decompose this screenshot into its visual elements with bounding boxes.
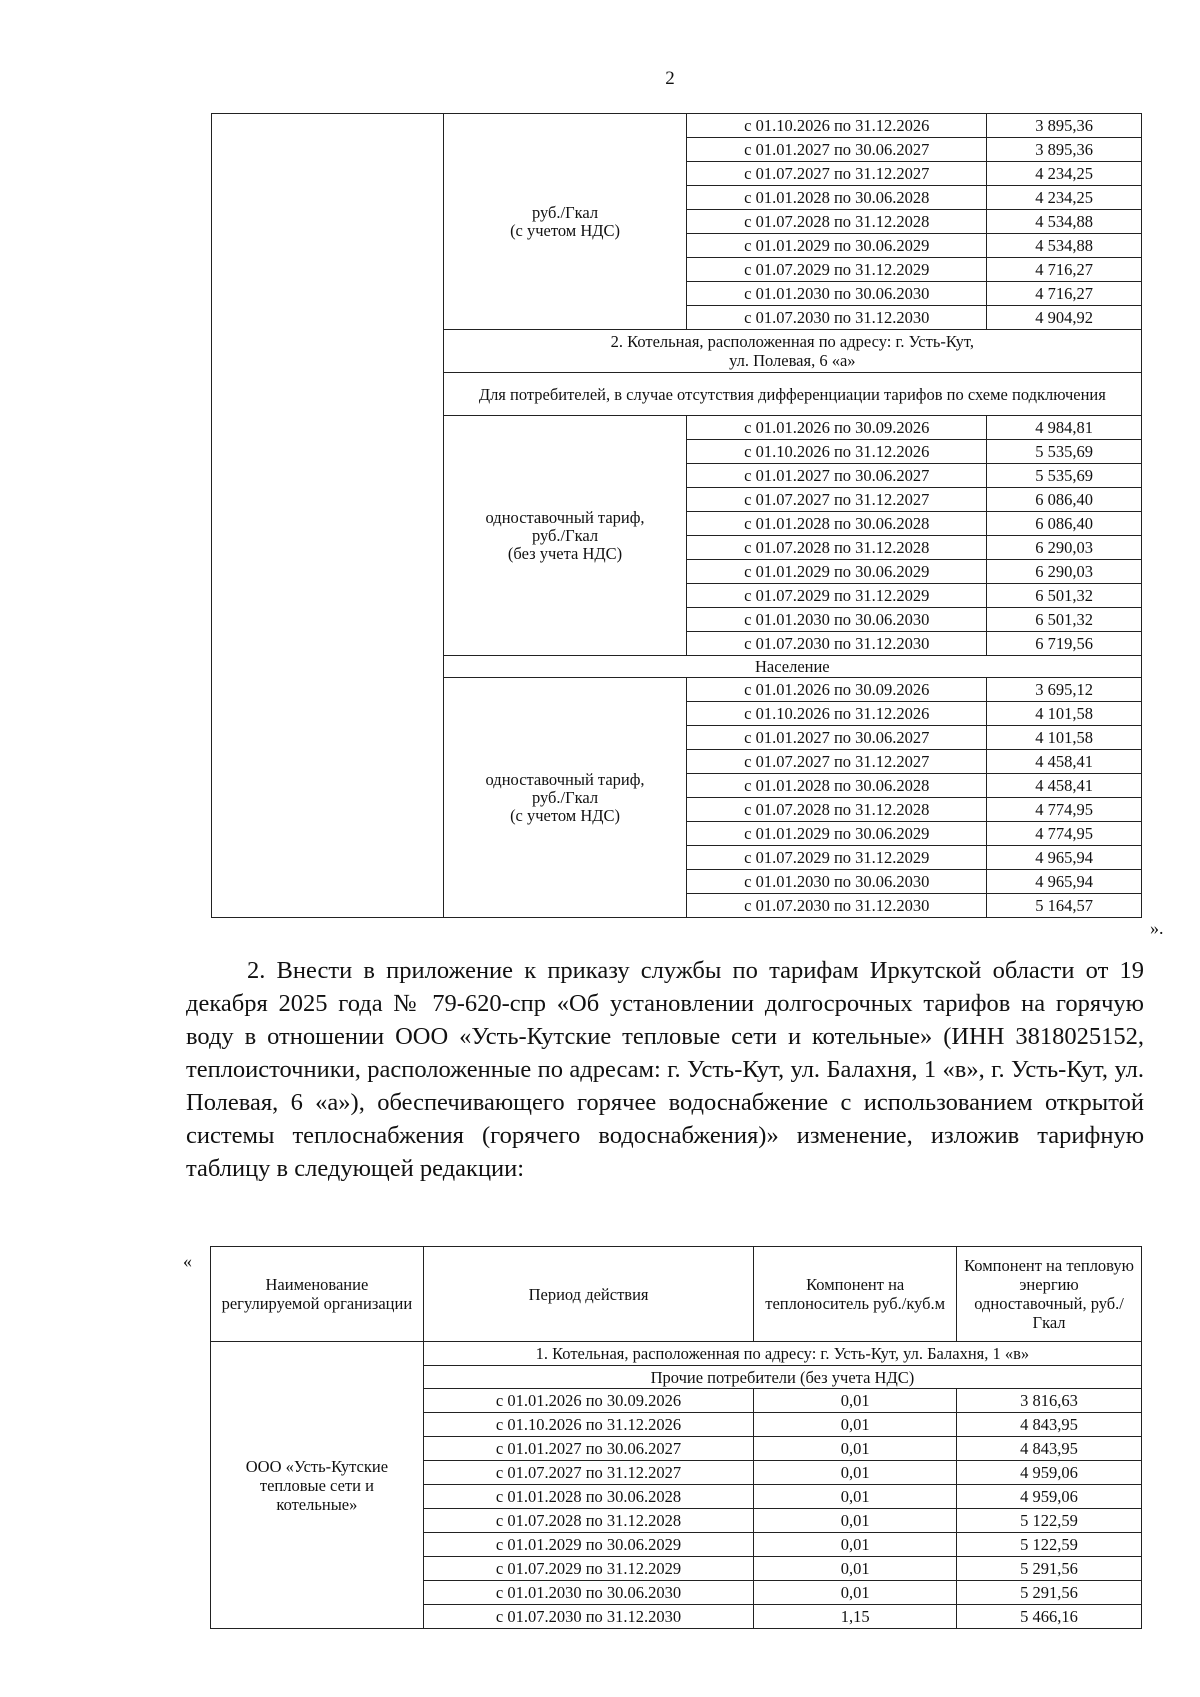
tariff-value-cell: 4 458,41	[987, 750, 1142, 774]
period-cell: с 01.10.2026 по 31.12.2026	[687, 114, 987, 138]
tariff-value-cell: 3 895,36	[987, 114, 1142, 138]
coolant-component-cell: 0,01	[754, 1461, 957, 1485]
period-cell: с 01.01.2029 по 30.06.2029	[687, 822, 987, 846]
tariff-value-cell: 4 458,41	[987, 774, 1142, 798]
energy-component-cell: 5 291,56	[957, 1557, 1142, 1581]
tariff-value-cell: 6 290,03	[987, 536, 1142, 560]
period-cell: с 01.07.2030 по 31.12.2030	[687, 306, 987, 330]
column-header: Наименование регулируемой организации	[211, 1247, 424, 1342]
closing-quote: ».	[1150, 918, 1164, 938]
energy-component-cell: 5 291,56	[957, 1581, 1142, 1605]
tariff-value-cell: 4 101,58	[987, 702, 1142, 726]
energy-component-cell: 4 959,06	[957, 1485, 1142, 1509]
tariff-value-cell: 6 719,56	[987, 632, 1142, 656]
hot-water-tariff-table	[210, 1246, 1142, 1629]
opening-quote: «	[183, 1251, 192, 1271]
table-row	[212, 114, 1142, 138]
period-cell: с 01.07.2029 по 31.12.2029	[423, 1557, 753, 1581]
period-cell: с 01.10.2026 по 31.12.2026	[423, 1413, 753, 1437]
tariff-value-cell: 4 774,95	[987, 798, 1142, 822]
organization-cell-continued	[212, 114, 444, 918]
consumer-group-title: Для потребителей, в случае отсутствия дифференциации тарифов по схеме подключения	[443, 373, 1141, 416]
period-cell: с 01.10.2026 по 31.12.2026	[687, 440, 987, 464]
coolant-component-cell: 0,01	[754, 1581, 957, 1605]
period-cell: с 01.01.2026 по 30.09.2026	[687, 416, 987, 440]
period-cell: с 01.07.2028 по 31.12.2028	[423, 1509, 753, 1533]
period-cell: с 01.07.2027 по 31.12.2027	[687, 750, 987, 774]
tariff-value-cell: 4 984,81	[987, 416, 1142, 440]
coolant-component-cell: 0,01	[754, 1389, 957, 1413]
tariff-unit-label: руб./Гкал (с учетом НДС)	[443, 114, 687, 330]
period-cell: с 01.01.2030 по 30.06.2030	[687, 608, 987, 632]
tariff-value-cell: 6 086,40	[987, 512, 1142, 536]
energy-component-cell: 5 466,16	[957, 1605, 1142, 1629]
tariff-value-cell: 3 695,12	[987, 678, 1142, 702]
tariff-value-cell: 4 534,88	[987, 234, 1142, 258]
energy-component-cell: 3 816,63	[957, 1389, 1142, 1413]
tariff-value-cell: 5 535,69	[987, 464, 1142, 488]
period-cell: с 01.07.2028 по 31.12.2028	[687, 536, 987, 560]
tariff-value-cell: 5 535,69	[987, 440, 1142, 464]
coolant-component-cell: 0,01	[754, 1557, 957, 1581]
tariff-value-cell: 4 774,95	[987, 822, 1142, 846]
period-cell: с 01.07.2027 по 31.12.2027	[687, 162, 987, 186]
period-cell: с 01.01.2026 по 30.09.2026	[687, 678, 987, 702]
period-cell: с 01.01.2028 по 30.06.2028	[687, 512, 987, 536]
period-cell: с 01.07.2030 по 31.12.2030	[423, 1605, 753, 1629]
energy-component-cell: 4 843,95	[957, 1437, 1142, 1461]
tariff-value-cell: 4 101,58	[987, 726, 1142, 750]
section-title-boiler-2: 2. Котельная, расположенная по адресу: г. Усть-Кут, ул. Полевая, 6 «а»	[443, 330, 1141, 373]
column-header: Компонент на теплоноситель руб./куб.м	[754, 1247, 957, 1342]
coolant-component-cell: 0,01	[754, 1533, 957, 1557]
tariff-value-cell: 4 716,27	[987, 258, 1142, 282]
period-cell: с 01.07.2027 по 31.12.2027	[423, 1461, 753, 1485]
period-cell: с 01.01.2028 по 30.06.2028	[687, 186, 987, 210]
period-cell: с 01.01.2027 по 30.06.2027	[687, 464, 987, 488]
period-cell: с 01.07.2028 по 31.12.2028	[687, 210, 987, 234]
period-cell: с 01.01.2027 по 30.06.2027	[687, 138, 987, 162]
period-cell: с 01.01.2028 по 30.06.2028	[423, 1485, 753, 1509]
energy-component-cell: 4 843,95	[957, 1413, 1142, 1437]
period-cell: с 01.01.2026 по 30.09.2026	[423, 1389, 753, 1413]
period-cell: с 01.01.2030 по 30.06.2030	[687, 282, 987, 306]
tariff-value-cell: 4 234,25	[987, 162, 1142, 186]
column-header: Период действия	[423, 1247, 753, 1342]
coolant-component-cell: 1,15	[754, 1605, 957, 1629]
consumer-group-population: Население	[443, 656, 1141, 678]
tariff-value-cell: 5 164,57	[987, 894, 1142, 918]
coolant-component-cell: 0,01	[754, 1413, 957, 1437]
tariff-value-cell: 6 501,32	[987, 608, 1142, 632]
period-cell: с 01.07.2030 по 31.12.2030	[687, 632, 987, 656]
period-cell: с 01.01.2029 по 30.06.2029	[687, 234, 987, 258]
section-title-boiler-1: 1. Котельная, расположенная по адресу: г. Усть-Кут, ул. Балахня, 1 «в»	[423, 1342, 1141, 1366]
period-cell: с 01.07.2029 по 31.12.2029	[687, 258, 987, 282]
paragraph-text: 2. Внести в приложение к приказу службы по тарифам Иркутской области от 19 декабря 2025 года № 79-620-спр «Об установлении долгосрочных тарифов на горячую воду в отношении ООО «Усть-Кутские тепловые сети и котельные» (ИНН 3818025152, теплоисточники, расположенные по адресам: г. Усть-Кут, ул. Балахня, 1 «в», г. Усть-Кут, ул. Полевая, 6 «а»), обеспечивающего горячее водоснабжение с использованием открытой системы теплоснабжения (горячего водоснабжения)» изменение, изложив тарифную таблицу в следующей редакции:	[186, 957, 1144, 1182]
energy-component-cell: 5 122,59	[957, 1509, 1142, 1533]
organization-name-cell: ООО «Усть-Кутские тепловые сети и котельные»	[211, 1342, 424, 1629]
tariff-table-continued	[211, 113, 1142, 918]
period-cell: с 01.07.2029 по 31.12.2029	[687, 846, 987, 870]
page-number: 2	[665, 68, 675, 89]
coolant-component-cell: 0,01	[754, 1509, 957, 1533]
period-cell: с 01.01.2027 по 30.06.2027	[423, 1437, 753, 1461]
energy-component-cell: 4 959,06	[957, 1461, 1142, 1485]
tariff-value-cell: 4 965,94	[987, 846, 1142, 870]
amendment-paragraph	[186, 954, 1144, 1185]
header-row	[211, 1247, 1142, 1342]
tariff-unit-label: одноставочный тариф, руб./Гкал (с учетом НДС)	[443, 678, 687, 918]
tariff-value-cell: 6 086,40	[987, 488, 1142, 512]
energy-component-cell: 5 122,59	[957, 1533, 1142, 1557]
period-cell: с 01.07.2030 по 31.12.2030	[687, 894, 987, 918]
tariff-value-cell: 6 290,03	[987, 560, 1142, 584]
period-cell: с 01.01.2029 по 30.06.2029	[687, 560, 987, 584]
tariff-value-cell: 4 965,94	[987, 870, 1142, 894]
tariff-unit-label: одноставочный тариф, руб./Гкал (без учета НДС)	[443, 416, 687, 656]
period-cell: с 01.01.2028 по 30.06.2028	[687, 774, 987, 798]
coolant-component-cell: 0,01	[754, 1485, 957, 1509]
period-cell: с 01.07.2027 по 31.12.2027	[687, 488, 987, 512]
period-cell: с 01.01.2029 по 30.06.2029	[423, 1533, 753, 1557]
consumer-group-title: Прочие потребители (без учета НДС)	[423, 1366, 1141, 1389]
column-header: Компонент на тепловую энергию одноставочный, руб./Гкал	[957, 1247, 1142, 1342]
period-cell: с 01.10.2026 по 31.12.2026	[687, 702, 987, 726]
tariff-value-cell: 4 904,92	[987, 306, 1142, 330]
coolant-component-cell: 0,01	[754, 1437, 957, 1461]
tariff-value-cell: 4 234,25	[987, 186, 1142, 210]
period-cell: с 01.01.2030 по 30.06.2030	[423, 1581, 753, 1605]
tariff-value-cell: 3 895,36	[987, 138, 1142, 162]
tariff-value-cell: 4 534,88	[987, 210, 1142, 234]
tariff-value-cell: 4 716,27	[987, 282, 1142, 306]
table-row	[211, 1342, 1142, 1366]
period-cell: с 01.07.2028 по 31.12.2028	[687, 798, 987, 822]
tariff-value-cell: 6 501,32	[987, 584, 1142, 608]
period-cell: с 01.01.2030 по 30.06.2030	[687, 870, 987, 894]
period-cell: с 01.01.2027 по 30.06.2027	[687, 726, 987, 750]
period-cell: с 01.07.2029 по 31.12.2029	[687, 584, 987, 608]
